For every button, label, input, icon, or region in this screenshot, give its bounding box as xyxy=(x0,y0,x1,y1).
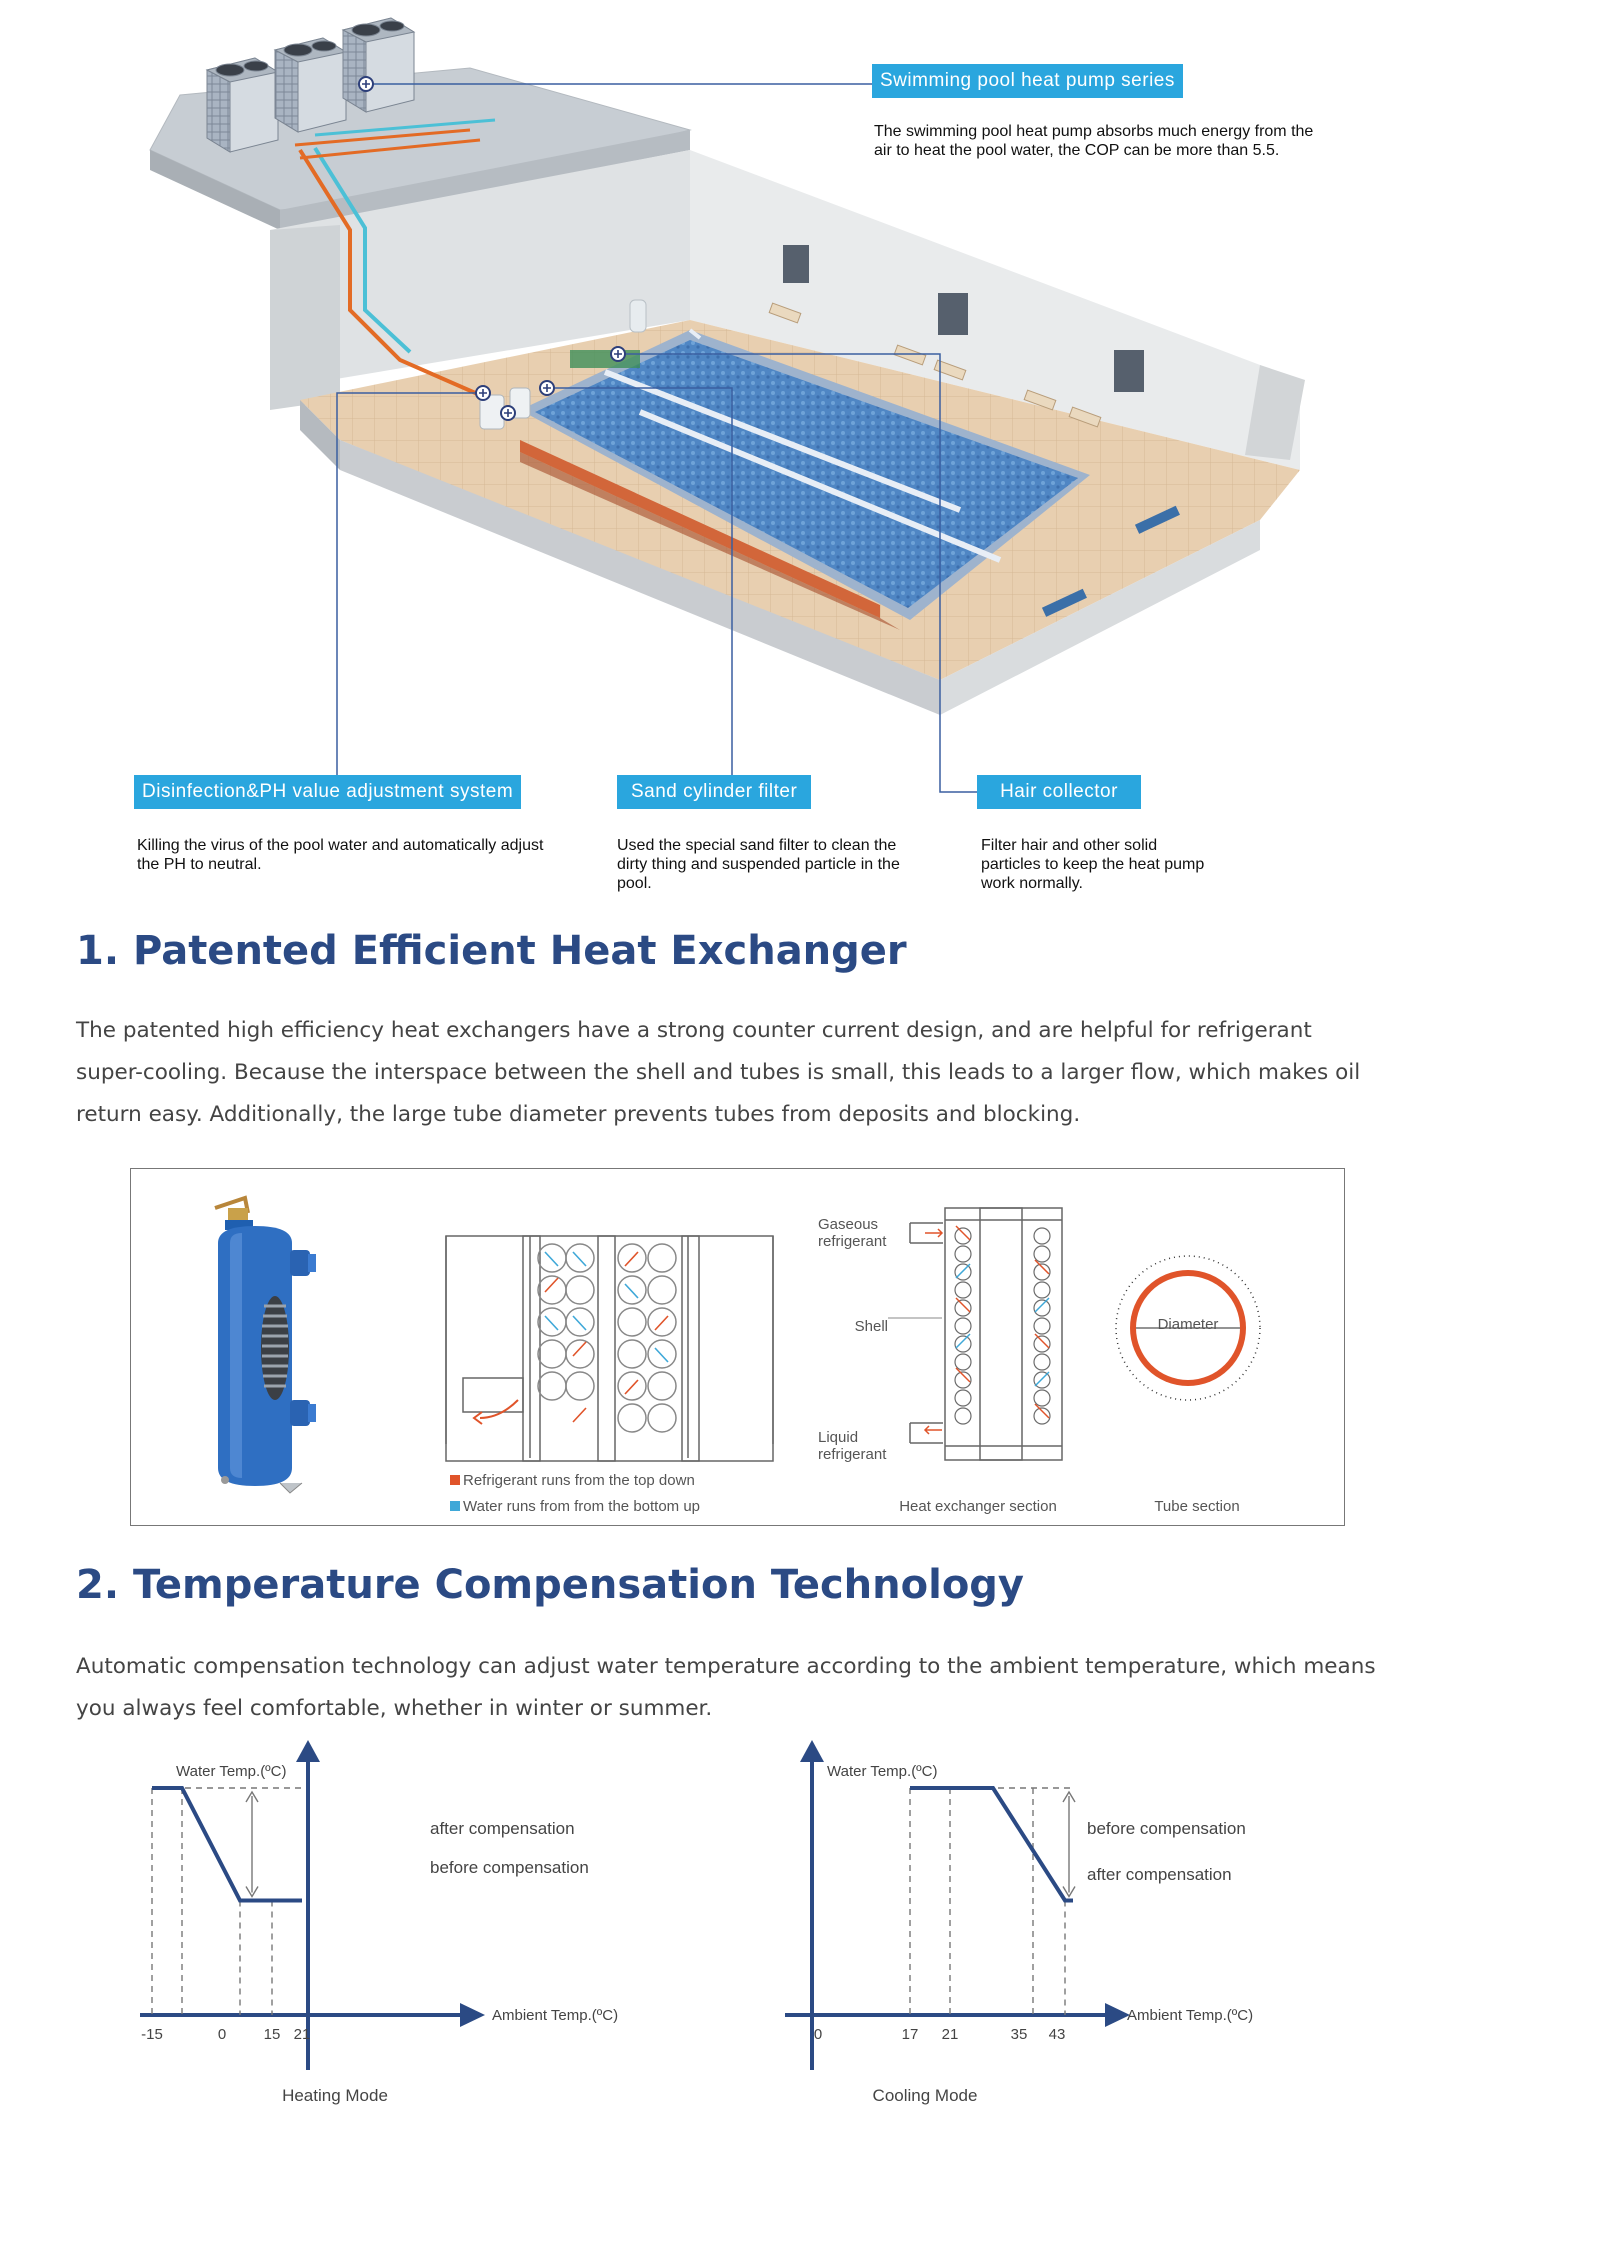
heating-axes xyxy=(140,1740,485,2070)
cooling-tick-label: 0 xyxy=(813,2026,823,2043)
legend-water-label: Water runs from from the bottom up xyxy=(463,1498,701,1515)
legend-refrigerant-swatch xyxy=(450,1475,460,1485)
heating-title: Heating Mode xyxy=(282,2086,388,2105)
heating-series-2 xyxy=(152,1788,302,1901)
pool-illustration xyxy=(0,0,1600,900)
cooling-tick-label: 17 xyxy=(901,2026,919,2043)
heating-x-label: Ambient Temp.(ºC) xyxy=(492,2007,619,2024)
section2-heading: 2. Temperature Compensation Technology xyxy=(76,1562,1025,1608)
section1-body: The patented high efficiency heat exchangers have a strong counter current design, and are helpful for refrigerant super-cooling. Because the interspace between the shell and tubes is small, this leads to a larger flow, which makes oil return easy. Additionally, the large tube diameter prevents tubes from deposits and blocking. xyxy=(76,1018,1361,1127)
hair-collector-description: Filter hair and other solid particles to keep the heat pump work normally. xyxy=(981,837,1205,892)
legend-water-swatch xyxy=(450,1501,460,1511)
label-gaseous: Gaseous xyxy=(818,1216,879,1233)
disinfection-description: Killing the virus of the pool water and automatically adjust the PH to neutral. xyxy=(137,837,544,873)
cooling-annotation-before: before compensation xyxy=(1087,1819,1246,1838)
cooling-tick-label: 35 xyxy=(1010,2026,1028,2043)
label-diameter: Diameter xyxy=(1157,1316,1219,1333)
section2-body: Automatic compensation technology can adjust water temperature according to the ambient temperature, which means you always feel comfortable, whether in winter or summer. xyxy=(76,1654,1376,1721)
heating-tick-label: 0 xyxy=(217,2026,227,2043)
heating-x-arrow xyxy=(460,2003,485,2027)
heating-annotation-before: before compensation xyxy=(430,1858,589,1877)
legend-refrigerant-label: Refrigerant runs from the top down xyxy=(463,1472,695,1489)
heat-exchanger-figure xyxy=(130,1168,1345,1526)
sand-filter-callout: Sand cylinder filter xyxy=(617,775,811,809)
heating-plot-area xyxy=(141,1788,310,2043)
caption-tube-section: Tube section xyxy=(1154,1498,1240,1515)
heating-y-arrow xyxy=(296,1740,320,1762)
heat-pump-callout: Swimming pool heat pump series xyxy=(872,64,1183,98)
cooling-tick-label: 43 xyxy=(1048,2026,1066,2043)
heating-mode-chart xyxy=(130,1740,650,2120)
cooling-tick-label: 21 xyxy=(941,2026,959,2043)
heating-tick-label: 21 xyxy=(293,2026,311,2043)
heat-pump-description: The swimming pool heat pump absorbs much energy from the air to heat the pool water, the COP can be more than 5.5. xyxy=(874,123,1314,159)
heating-tick-label: -15 xyxy=(141,2026,163,2043)
label-refrigerant-top: refrigerant xyxy=(818,1233,887,1250)
cooling-plot-area xyxy=(814,1788,1075,2043)
sand-filter-description: Used the special sand filter to clean the dirty thing and suspended particle in the pool. xyxy=(617,837,900,892)
heating-y-label: Water Temp.(ºC) xyxy=(176,1763,287,1780)
cooling-title: Cooling Mode xyxy=(872,2086,978,2105)
cooling-series-2 xyxy=(910,1788,1073,1901)
disinfection-callout: Disinfection&PH value adjustment system xyxy=(134,775,521,809)
hair-collector-callout: Hair collector xyxy=(977,775,1141,809)
cooling-mode-chart xyxy=(775,1740,1295,2120)
section1-heading: 1. Patented Efficient Heat Exchanger xyxy=(76,928,907,974)
cooling-annotation-after: after compensation xyxy=(1087,1865,1232,1884)
heating-tick-label: 15 xyxy=(263,2026,281,2043)
label-refrigerant-bottom: refrigerant xyxy=(818,1446,887,1463)
label-shell: Shell xyxy=(854,1318,888,1335)
heating-annotation-after: after compensation xyxy=(430,1819,575,1838)
cooling-y-arrow xyxy=(800,1740,824,1762)
label-liquid: Liquid xyxy=(818,1429,859,1446)
cooling-x-label: Ambient Temp.(ºC) xyxy=(1127,2007,1254,2024)
caption-heat-exchanger-section: Heat exchanger section xyxy=(899,1498,1057,1515)
cooling-y-label: Water Temp.(ºC) xyxy=(827,1763,938,1780)
